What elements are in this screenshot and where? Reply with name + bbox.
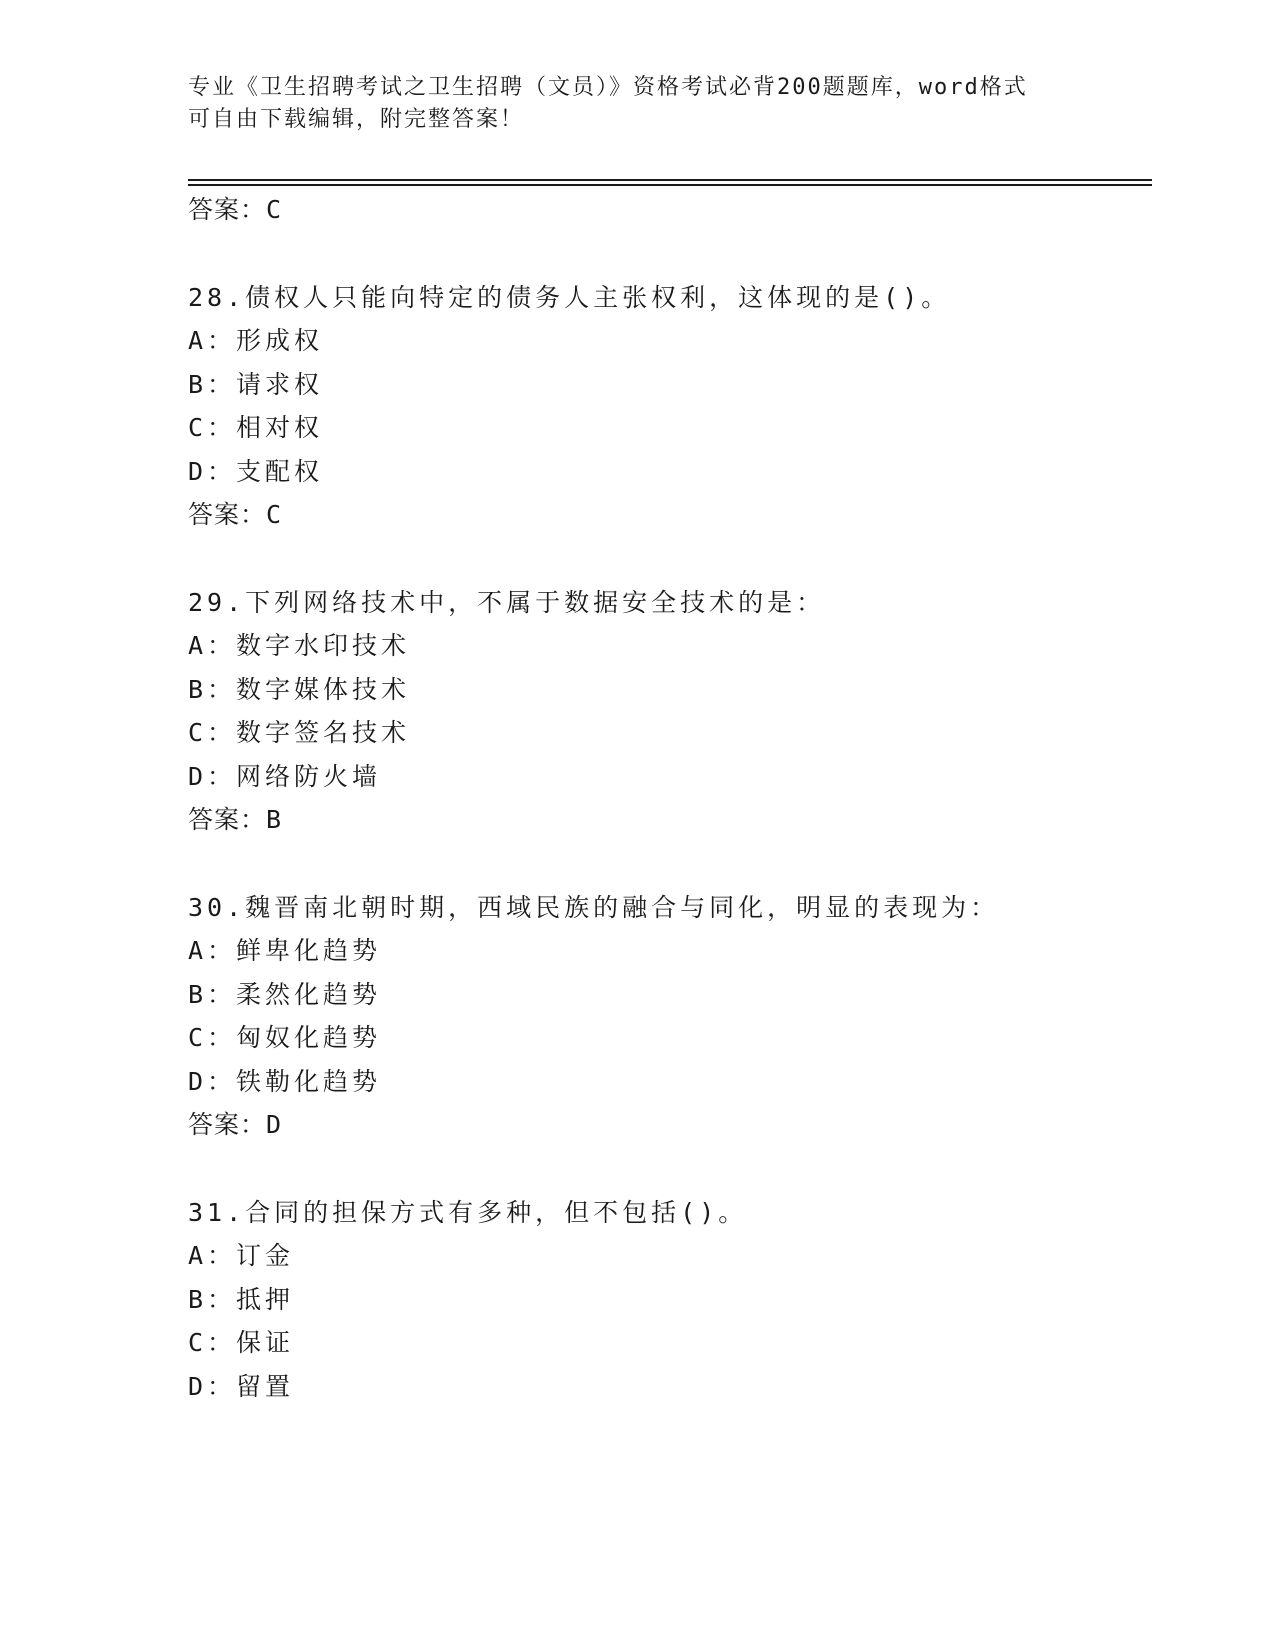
question-29-option-b: B：数字媒体技术 xyxy=(188,675,411,704)
question-28-option-b: B：请求权 xyxy=(188,370,324,399)
question-29-answer: 答案：B xyxy=(188,805,283,834)
question-29-option-a: A：数字水印技术 xyxy=(188,631,411,660)
question-30-option-a: A：鲜卑化趋势 xyxy=(188,936,382,965)
answer-previous: 答案：C xyxy=(188,195,283,224)
question-30-text: 30.魏晋南北朝时期，西域民族的融合与同化，明显的表现为： xyxy=(188,893,1000,922)
question-31-option-d: D：留置 xyxy=(188,1372,295,1401)
header-divider-bottom xyxy=(188,184,1152,186)
question-31-text: 31.合同的担保方式有多种，但不包括()。 xyxy=(188,1198,748,1227)
document-header xyxy=(188,72,1068,136)
question-30-option-c: C：匈奴化趋势 xyxy=(188,1023,382,1052)
question-31-option-a: A：订金 xyxy=(188,1241,295,1270)
question-28-option-c: C：相对权 xyxy=(188,413,324,442)
question-28-option-d: D：支配权 xyxy=(188,457,324,486)
header-line-1: 专业《卫生招聘考试之卫生招聘（文员）》资格考试必背200题题库，word格式 xyxy=(188,75,1028,100)
question-31-option-b: B：抵押 xyxy=(188,1285,295,1314)
question-28-option-a: A：形成权 xyxy=(188,326,324,355)
question-30-answer: 答案：D xyxy=(188,1110,283,1139)
question-29-option-d: D：网络防火墙 xyxy=(188,762,382,791)
question-29-text: 29.下列网络技术中，不属于数据安全技术的是： xyxy=(188,588,826,617)
question-29-option-c: C：数字签名技术 xyxy=(188,718,411,747)
header-line-2: 可自由下载编辑，附完整答案！ xyxy=(188,107,525,132)
question-31-option-c: C：保证 xyxy=(188,1328,295,1357)
question-30-option-b: B：柔然化趋势 xyxy=(188,980,382,1009)
header-divider-top xyxy=(188,179,1152,181)
question-28-answer: 答案：C xyxy=(188,500,283,529)
question-30-option-d: D：铁勒化趋势 xyxy=(188,1067,382,1096)
question-28-text: 28.债权人只能向特定的债务人主张权利，这体现的是()。 xyxy=(188,283,951,312)
